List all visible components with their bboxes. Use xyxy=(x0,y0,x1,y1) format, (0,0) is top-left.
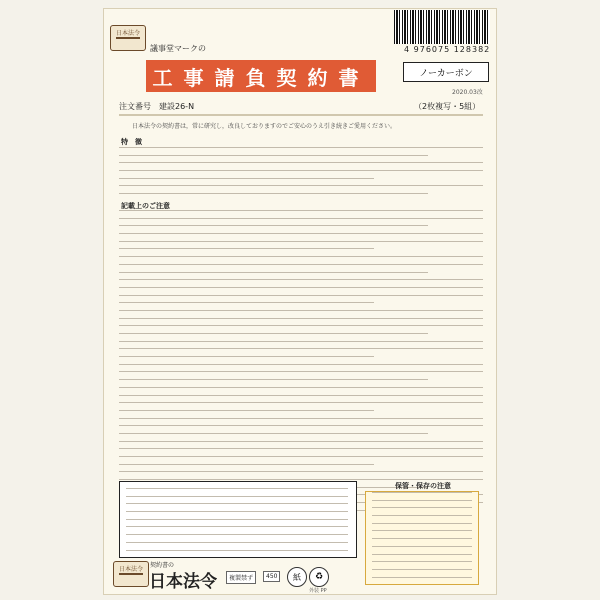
diet-mark-label: 議事堂マークの xyxy=(150,44,206,53)
barcode-number: 4 976075 128382 xyxy=(404,45,491,54)
brand-name: 日本法令 xyxy=(149,572,217,592)
features-text xyxy=(119,147,483,195)
reference-text-box xyxy=(119,481,357,558)
intro-text: 日本法令の契約書は，常に研究し，改良しておりますのでご安心のうえ引き続きご愛用ください。 xyxy=(132,123,397,130)
copy-ban-label: 複製禁ず xyxy=(226,571,256,584)
diet-building-logo xyxy=(110,25,146,51)
features-title: 特 徴 xyxy=(121,138,142,146)
footer-logo-text: 日本法令 xyxy=(118,566,143,573)
storage-note-title: 保管・保存の注意 xyxy=(395,482,451,490)
notes-title: 記載上のご注意 xyxy=(121,202,170,210)
footer-logo-icon xyxy=(113,561,149,587)
header-divider xyxy=(119,114,483,116)
storage-note-box xyxy=(365,491,479,585)
notes-text xyxy=(119,210,483,510)
order-number: 注文番号 建設26-N xyxy=(119,102,195,111)
document-title: 工事請負契約書 xyxy=(146,60,376,92)
paper-recycle-icon: 紙 xyxy=(287,567,307,587)
product-number: 450 xyxy=(263,571,280,582)
no-carbon-label: ノーカーボン xyxy=(403,62,489,82)
copy-set-label: （2枚複写・5組） xyxy=(414,102,481,111)
logo-text: 日本法令 xyxy=(115,30,140,37)
barcode-icon xyxy=(394,10,490,44)
bottom-code: 外装 PP xyxy=(309,588,327,594)
recycle-icon: ♻ xyxy=(309,567,329,587)
brand-small-label: 契約書の xyxy=(150,562,175,569)
edition-label: 2020.03改 xyxy=(452,89,483,96)
